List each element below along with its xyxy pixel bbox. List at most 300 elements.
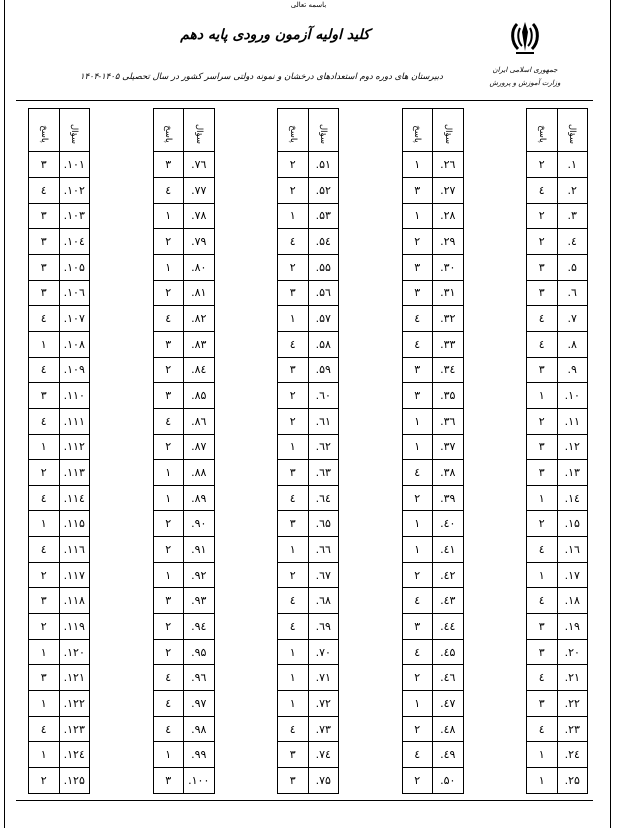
table-row bbox=[278, 177, 339, 203]
table-row bbox=[29, 768, 90, 794]
page-title: کلید اولیه آزمون ورودی پایه دهم bbox=[180, 27, 370, 43]
question-number-cell: .۷٦ bbox=[184, 152, 215, 178]
question-number-cell: .٦٦ bbox=[308, 537, 339, 563]
table-row bbox=[527, 306, 588, 332]
answer-cell: ۱ bbox=[527, 485, 558, 511]
question-number-cell: .۷۵ bbox=[308, 768, 339, 794]
table-row bbox=[278, 588, 339, 614]
table-row bbox=[153, 665, 214, 691]
question-number-cell: .۷۷ bbox=[184, 177, 215, 203]
answer-cell: ۱ bbox=[153, 485, 184, 511]
question-number-cell: .۹۵ bbox=[184, 639, 215, 665]
table-row bbox=[402, 254, 463, 280]
answer-cell: ٤ bbox=[402, 742, 433, 768]
question-number-cell: .۱ bbox=[557, 152, 588, 178]
table-header-row bbox=[278, 109, 339, 152]
answer-table bbox=[28, 108, 90, 794]
table-row bbox=[278, 306, 339, 332]
question-number-cell: .۲ bbox=[557, 177, 588, 203]
question-number-cell: .٦۹ bbox=[308, 614, 339, 640]
table-row bbox=[278, 691, 339, 717]
answer-cell: ۱ bbox=[278, 537, 309, 563]
answer-cell: ٤ bbox=[153, 306, 184, 332]
answer-cell: ۲ bbox=[402, 716, 433, 742]
answer-cell: ۱ bbox=[153, 562, 184, 588]
table-row bbox=[527, 229, 588, 255]
answer-cell: ۲ bbox=[527, 408, 558, 434]
question-number-cell: .۵۷ bbox=[308, 306, 339, 332]
answer-cell: ۱ bbox=[278, 665, 309, 691]
answer-cell: ۱ bbox=[402, 511, 433, 537]
question-number-cell: .۵۳ bbox=[308, 203, 339, 229]
table-row bbox=[29, 485, 90, 511]
answer-cell: ۱ bbox=[153, 742, 184, 768]
table-row bbox=[278, 460, 339, 486]
answer-cell: ٤ bbox=[278, 331, 309, 357]
question-column-header bbox=[59, 109, 90, 152]
answer-cell: ٤ bbox=[29, 537, 60, 563]
answer-cell: ۱ bbox=[29, 742, 60, 768]
question-number-cell: .٤ bbox=[557, 229, 588, 255]
question-number-cell: .٤۹ bbox=[433, 742, 464, 768]
table-row bbox=[153, 357, 214, 383]
table-row bbox=[29, 639, 90, 665]
table-row bbox=[278, 408, 339, 434]
table-row bbox=[29, 562, 90, 588]
answer-cell: ۳ bbox=[29, 665, 60, 691]
table-row bbox=[153, 588, 214, 614]
question-number-cell: .۳۹ bbox=[433, 485, 464, 511]
table-row bbox=[527, 434, 588, 460]
table-row bbox=[402, 357, 463, 383]
table-row bbox=[29, 229, 90, 255]
answer-cell: ۲ bbox=[278, 152, 309, 178]
table-row bbox=[29, 203, 90, 229]
answer-cell: ۳ bbox=[278, 742, 309, 768]
answer-cell: ۳ bbox=[527, 614, 558, 640]
question-number-cell: .۸۳ bbox=[184, 331, 215, 357]
table-row bbox=[402, 742, 463, 768]
table-row bbox=[29, 306, 90, 332]
question-number-cell: .٤۸ bbox=[433, 716, 464, 742]
table-row bbox=[527, 408, 588, 434]
answer-cell: ۲ bbox=[278, 408, 309, 434]
table-row bbox=[29, 691, 90, 717]
answer-cell: ۱ bbox=[278, 306, 309, 332]
answer-cell: ٤ bbox=[527, 537, 558, 563]
question-number-cell: .۳۳ bbox=[433, 331, 464, 357]
answer-cell: ۱ bbox=[402, 691, 433, 717]
answer-cell: ۳ bbox=[29, 280, 60, 306]
table-row bbox=[527, 639, 588, 665]
question-number-cell: .۱۱۹ bbox=[59, 614, 90, 640]
answer-cell: ۳ bbox=[153, 383, 184, 409]
question-number-cell: .۱۱٦ bbox=[59, 537, 90, 563]
answer-cell: ٤ bbox=[29, 357, 60, 383]
table-row bbox=[527, 537, 588, 563]
footer-divider bbox=[16, 800, 593, 801]
answer-cell: ۳ bbox=[527, 639, 558, 665]
question-number-cell: .۱۲۲ bbox=[59, 691, 90, 717]
question-column-header bbox=[184, 109, 215, 152]
question-number-cell: .۹۸ bbox=[184, 716, 215, 742]
question-column-header bbox=[557, 109, 588, 152]
answer-cell: ۲ bbox=[153, 537, 184, 563]
answer-cell: ٤ bbox=[527, 331, 558, 357]
table-row bbox=[29, 742, 90, 768]
answer-key-grid bbox=[28, 108, 588, 794]
table-row bbox=[402, 280, 463, 306]
table-row bbox=[278, 357, 339, 383]
table-row bbox=[527, 152, 588, 178]
table-header-row bbox=[153, 109, 214, 152]
question-number-cell: .۹ bbox=[557, 357, 588, 383]
answer-cell: ٤ bbox=[153, 177, 184, 203]
question-number-cell: .۷۹ bbox=[184, 229, 215, 255]
answer-cell: ٤ bbox=[29, 716, 60, 742]
answer-cell: ۳ bbox=[402, 280, 433, 306]
question-number-cell: .۷۲ bbox=[308, 691, 339, 717]
answer-cell: ٤ bbox=[153, 691, 184, 717]
answer-cell: ٤ bbox=[402, 331, 433, 357]
header-divider bbox=[16, 100, 593, 101]
question-number-cell: .۵۲ bbox=[308, 177, 339, 203]
answer-column-header-label: پاسخ bbox=[287, 124, 298, 143]
answer-cell: ٤ bbox=[402, 588, 433, 614]
answer-cell: ۲ bbox=[29, 460, 60, 486]
table-row bbox=[402, 665, 463, 691]
table-header-row bbox=[402, 109, 463, 152]
answer-cell: ۱ bbox=[29, 434, 60, 460]
table-row bbox=[527, 280, 588, 306]
table-row bbox=[29, 383, 90, 409]
question-column-header-label: سؤال bbox=[442, 123, 453, 144]
answer-cell: ۳ bbox=[153, 588, 184, 614]
answer-cell: ٤ bbox=[527, 177, 558, 203]
answer-cell: ۲ bbox=[153, 614, 184, 640]
question-number-cell: .۳۵ bbox=[433, 383, 464, 409]
table-row bbox=[402, 203, 463, 229]
table-row bbox=[29, 665, 90, 691]
question-number-cell: .۷۸ bbox=[184, 203, 215, 229]
table-row bbox=[153, 383, 214, 409]
question-number-cell: .۱۱۲ bbox=[59, 434, 90, 460]
question-number-cell: .۱۱۵ bbox=[59, 511, 90, 537]
table-row bbox=[527, 511, 588, 537]
table-row bbox=[278, 537, 339, 563]
question-number-cell: .۹۳ bbox=[184, 588, 215, 614]
table-row bbox=[29, 408, 90, 434]
answer-cell: ۲ bbox=[153, 357, 184, 383]
answer-cell: ۳ bbox=[527, 280, 558, 306]
answer-cell: ۳ bbox=[29, 229, 60, 255]
question-number-cell: .۱۰٦ bbox=[59, 280, 90, 306]
answer-cell: ۲ bbox=[402, 562, 433, 588]
question-number-cell: .۷٤ bbox=[308, 742, 339, 768]
table-row bbox=[402, 537, 463, 563]
question-number-cell: .۱۱٤ bbox=[59, 485, 90, 511]
answer-cell: ۲ bbox=[278, 383, 309, 409]
answer-cell: ۱ bbox=[402, 408, 433, 434]
answer-cell: ۲ bbox=[153, 511, 184, 537]
answer-cell: ۱ bbox=[278, 434, 309, 460]
answer-table bbox=[277, 108, 339, 794]
table-row bbox=[278, 511, 339, 537]
question-number-cell: .۱۰ bbox=[557, 383, 588, 409]
answer-cell: ۲ bbox=[402, 485, 433, 511]
answer-cell: ۳ bbox=[402, 383, 433, 409]
table-row bbox=[527, 691, 588, 717]
question-number-cell: .۱۱۷ bbox=[59, 562, 90, 588]
table-row bbox=[278, 742, 339, 768]
table-row bbox=[402, 383, 463, 409]
question-column-header-label: سؤال bbox=[318, 123, 329, 144]
page-subtitle: دبیرستان های دوره دوم استعدادهای درخشان و نمونه دولتی سراسر کشور در سال تحصیلی ۱۴۰۵-۱۴۰۴ bbox=[80, 72, 443, 82]
answer-column-header-label: پاسخ bbox=[38, 124, 49, 143]
question-number-cell: .۹۰ bbox=[184, 511, 215, 537]
answer-column-header-label: پاسخ bbox=[412, 124, 423, 143]
answer-cell: ۲ bbox=[278, 254, 309, 280]
org-line-2: وزارت آموزش و پرورش bbox=[489, 79, 561, 87]
question-number-cell: .۹۹ bbox=[184, 742, 215, 768]
table-row bbox=[402, 460, 463, 486]
table-row bbox=[278, 203, 339, 229]
answer-cell: ۲ bbox=[153, 434, 184, 460]
bismillah-text: باسمه تعالی bbox=[290, 1, 327, 9]
table-header-row bbox=[29, 109, 90, 152]
question-number-cell: .۱۱۳ bbox=[59, 460, 90, 486]
question-number-cell: .۲۹ bbox=[433, 229, 464, 255]
question-number-cell: .۸٤ bbox=[184, 357, 215, 383]
table-row bbox=[153, 716, 214, 742]
question-number-cell: .۱۵ bbox=[557, 511, 588, 537]
answer-cell: ۲ bbox=[153, 280, 184, 306]
question-number-cell: .۱۳ bbox=[557, 460, 588, 486]
table-row bbox=[29, 460, 90, 486]
answer-column-header bbox=[153, 109, 184, 152]
question-number-cell: .۱۲ bbox=[557, 434, 588, 460]
question-number-cell: .۸۸ bbox=[184, 460, 215, 486]
answer-cell: ۲ bbox=[278, 562, 309, 588]
table-row bbox=[29, 280, 90, 306]
answer-cell: ٤ bbox=[278, 614, 309, 640]
question-number-cell: .٤۲ bbox=[433, 562, 464, 588]
answer-cell: ۱ bbox=[527, 562, 558, 588]
answer-table bbox=[153, 108, 215, 794]
answer-cell: ٤ bbox=[29, 408, 60, 434]
table-row bbox=[402, 588, 463, 614]
question-number-cell: .٦٤ bbox=[308, 485, 339, 511]
answer-cell: ٤ bbox=[278, 485, 309, 511]
question-column-header bbox=[308, 109, 339, 152]
answer-cell: ۱ bbox=[153, 460, 184, 486]
table-row bbox=[153, 152, 214, 178]
table-row bbox=[153, 562, 214, 588]
question-column-header bbox=[433, 109, 464, 152]
table-row bbox=[153, 460, 214, 486]
question-number-cell: .۲۳ bbox=[557, 716, 588, 742]
table-row bbox=[153, 203, 214, 229]
answer-cell: ۲ bbox=[29, 614, 60, 640]
answer-cell: ۱ bbox=[153, 254, 184, 280]
table-row bbox=[29, 177, 90, 203]
table-header-row bbox=[527, 109, 588, 152]
answer-cell: ۳ bbox=[153, 152, 184, 178]
answer-cell: ٤ bbox=[527, 306, 558, 332]
question-number-cell: .۳۰ bbox=[433, 254, 464, 280]
table-row bbox=[527, 485, 588, 511]
answer-cell: ۳ bbox=[402, 254, 433, 280]
table-row bbox=[153, 768, 214, 794]
answer-cell: ۳ bbox=[402, 614, 433, 640]
answer-column-header-label: پاسخ bbox=[163, 124, 174, 143]
table-row bbox=[278, 331, 339, 357]
answer-cell: ٤ bbox=[278, 588, 309, 614]
table-row bbox=[29, 152, 90, 178]
question-number-cell: .۱۲۵ bbox=[59, 768, 90, 794]
answer-cell: ٤ bbox=[402, 460, 433, 486]
table-row bbox=[527, 716, 588, 742]
question-number-cell: .۱۰۰ bbox=[184, 768, 215, 794]
answer-cell: ۱ bbox=[402, 537, 433, 563]
answer-cell: ۱ bbox=[527, 768, 558, 794]
table-row bbox=[527, 742, 588, 768]
table-row bbox=[153, 331, 214, 357]
question-number-cell: .٦۰ bbox=[308, 383, 339, 409]
question-number-cell: .۱۰۵ bbox=[59, 254, 90, 280]
table-row bbox=[278, 562, 339, 588]
question-number-cell: .۵۵ bbox=[308, 254, 339, 280]
answer-cell: ٤ bbox=[29, 177, 60, 203]
table-row bbox=[402, 768, 463, 794]
table-row bbox=[29, 588, 90, 614]
table-row bbox=[402, 562, 463, 588]
answer-cell: ۱ bbox=[527, 742, 558, 768]
question-number-cell: .۹٤ bbox=[184, 614, 215, 640]
table-row bbox=[278, 229, 339, 255]
answer-cell: ۱ bbox=[278, 203, 309, 229]
question-number-cell: .۲۰ bbox=[557, 639, 588, 665]
table-row bbox=[402, 177, 463, 203]
answer-table bbox=[402, 108, 464, 794]
answer-cell: ٤ bbox=[278, 229, 309, 255]
org-line-1: جمهوری اسلامی ایران bbox=[492, 66, 558, 74]
question-number-cell: .٤۳ bbox=[433, 588, 464, 614]
answer-cell: ۲ bbox=[527, 152, 558, 178]
question-number-cell: .۷۳ bbox=[308, 716, 339, 742]
question-number-cell: .۱۰۹ bbox=[59, 357, 90, 383]
answer-column-header bbox=[402, 109, 433, 152]
answer-column-header bbox=[278, 109, 309, 152]
answer-cell: ۱ bbox=[402, 434, 433, 460]
question-number-cell: .٦۱ bbox=[308, 408, 339, 434]
question-number-cell: .۳۷ bbox=[433, 434, 464, 460]
table-row bbox=[153, 639, 214, 665]
question-number-cell: .۳ bbox=[557, 203, 588, 229]
question-number-cell: .۱۹ bbox=[557, 614, 588, 640]
answer-column-header bbox=[527, 109, 558, 152]
answer-cell: ۱ bbox=[278, 691, 309, 717]
answer-cell: ۳ bbox=[527, 691, 558, 717]
question-number-cell: .۱۸ bbox=[557, 588, 588, 614]
table-row bbox=[402, 716, 463, 742]
table-row bbox=[29, 537, 90, 563]
table-row bbox=[278, 152, 339, 178]
question-number-cell: .٦۵ bbox=[308, 511, 339, 537]
question-number-cell: .٦۸ bbox=[308, 588, 339, 614]
table-row bbox=[402, 614, 463, 640]
answer-cell: ۱ bbox=[29, 331, 60, 357]
question-number-cell: .۲۷ bbox=[433, 177, 464, 203]
question-column-header-label: سؤال bbox=[69, 123, 80, 144]
table-row bbox=[527, 460, 588, 486]
question-number-cell: .۸۷ bbox=[184, 434, 215, 460]
answer-table bbox=[526, 108, 588, 794]
answer-cell: ۲ bbox=[527, 229, 558, 255]
table-row bbox=[153, 254, 214, 280]
table-row bbox=[153, 691, 214, 717]
question-number-cell: .۵ bbox=[557, 254, 588, 280]
table-row bbox=[278, 254, 339, 280]
answer-cell: ۲ bbox=[278, 177, 309, 203]
question-number-cell: .۲٦ bbox=[433, 152, 464, 178]
table-row bbox=[402, 511, 463, 537]
question-number-cell: .٤۵ bbox=[433, 639, 464, 665]
answer-cell: ۳ bbox=[278, 460, 309, 486]
answer-cell: ۱ bbox=[153, 203, 184, 229]
table-row bbox=[527, 768, 588, 794]
table-row bbox=[29, 331, 90, 357]
question-number-cell: .۱۲۳ bbox=[59, 716, 90, 742]
question-number-cell: .۳۸ bbox=[433, 460, 464, 486]
question-number-cell: .۱۰٤ bbox=[59, 229, 90, 255]
answer-cell: ۳ bbox=[278, 357, 309, 383]
answer-cell: ٤ bbox=[527, 716, 558, 742]
question-number-cell: .۵۰ bbox=[433, 768, 464, 794]
table-row bbox=[402, 331, 463, 357]
question-number-cell: .۸۵ bbox=[184, 383, 215, 409]
answer-cell: ٤ bbox=[402, 639, 433, 665]
question-number-cell: .۳٤ bbox=[433, 357, 464, 383]
table-row bbox=[153, 229, 214, 255]
answer-cell: ٤ bbox=[527, 588, 558, 614]
question-number-cell: .۷ bbox=[557, 306, 588, 332]
question-number-cell: .۲۲ bbox=[557, 691, 588, 717]
question-number-cell: .۱۱ bbox=[557, 408, 588, 434]
answer-cell: ۳ bbox=[29, 383, 60, 409]
table-row bbox=[527, 254, 588, 280]
question-number-cell: .۱۰۷ bbox=[59, 306, 90, 332]
table-row bbox=[153, 614, 214, 640]
question-number-cell: .۱۰۳ bbox=[59, 203, 90, 229]
question-column-header-label: سؤال bbox=[193, 123, 204, 144]
question-number-cell: .۱۲۰ bbox=[59, 639, 90, 665]
table-row bbox=[278, 280, 339, 306]
question-number-cell: .۸۱ bbox=[184, 280, 215, 306]
question-number-cell: .۹٦ bbox=[184, 665, 215, 691]
question-column-header-label: سؤال bbox=[567, 123, 578, 144]
table-row bbox=[527, 357, 588, 383]
table-row bbox=[153, 408, 214, 434]
answer-cell: ۳ bbox=[153, 768, 184, 794]
answer-cell: ۳ bbox=[527, 254, 558, 280]
table-row bbox=[278, 768, 339, 794]
question-number-cell: .۲۱ bbox=[557, 665, 588, 691]
answer-cell: ۳ bbox=[29, 152, 60, 178]
table-row bbox=[29, 716, 90, 742]
question-number-cell: .٤۱ bbox=[433, 537, 464, 563]
table-row bbox=[29, 357, 90, 383]
